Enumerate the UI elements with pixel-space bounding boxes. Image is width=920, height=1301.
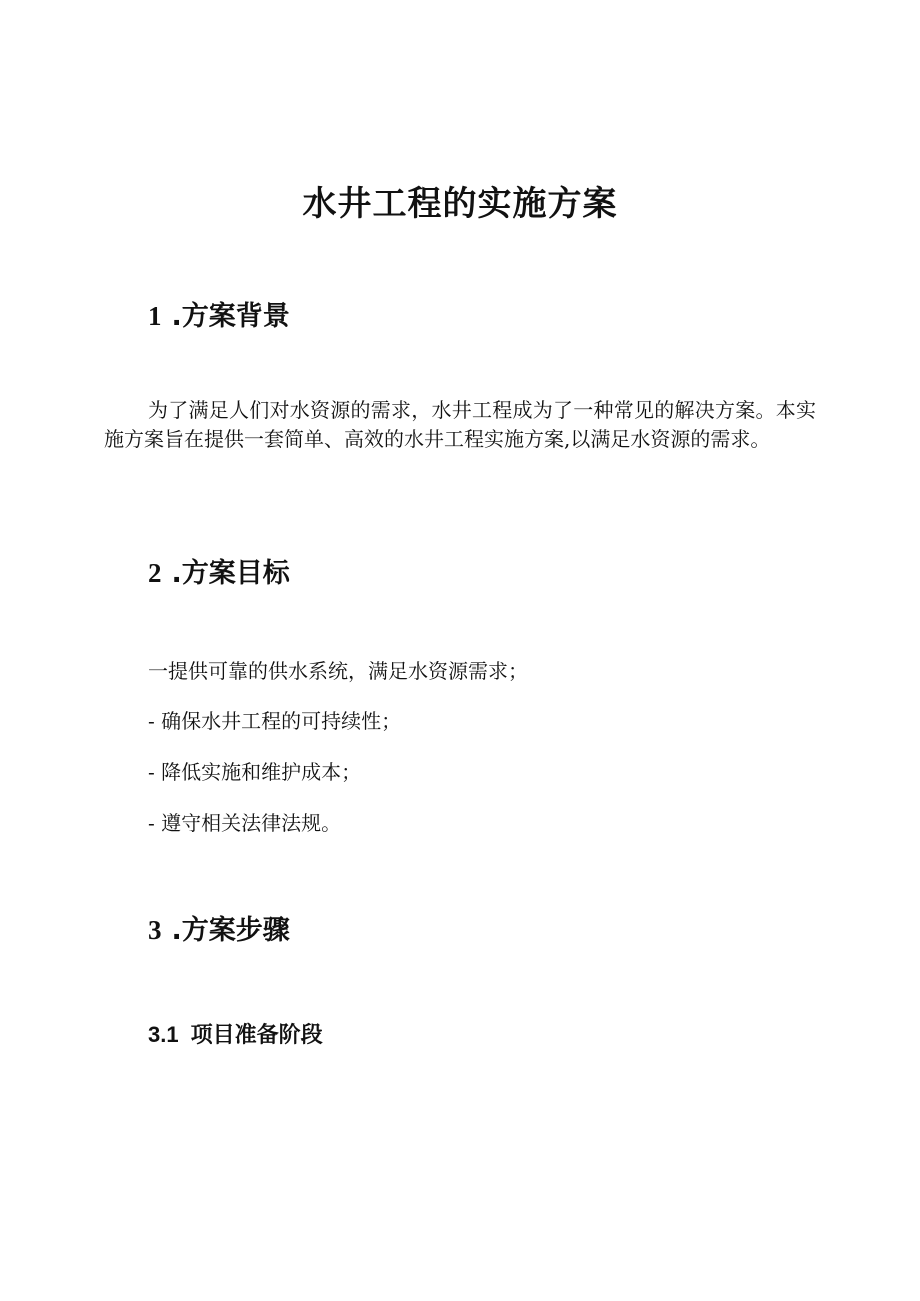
section-heading-goals [148, 551, 290, 590]
section-number: 3 [148, 915, 162, 945]
subsection-title: 项目准备阶段 [190, 1023, 323, 1048]
section-title: .方案目标 [171, 558, 290, 589]
goal-item: - 遵守相关法律法规。 [148, 811, 342, 835]
goal-item: 一提供可靠的供水系统，满足水资源需求； [148, 659, 528, 683]
section-title: .方案背景 [171, 301, 290, 332]
section-number: 1 [148, 301, 162, 331]
goal-item: - 降低实施和维护成本； [148, 760, 362, 784]
section-number: 2 [148, 558, 162, 588]
subsection-number: 3.1 [148, 1022, 179, 1047]
document-title: 水井工程的实施方案 [302, 184, 618, 224]
section-heading-steps [148, 908, 290, 947]
goal-item: - 确保水井工程的可持续性； [148, 709, 402, 733]
subsection-heading-preparation [148, 1018, 323, 1049]
section-heading-background [148, 294, 290, 333]
background-paragraph: 为了满足人们对水资源的需求，水井工程成为了一种常见的解决方案。本实施方案旨在提供一套简单、高效的水井工程实施方案,以满足水资源的需求。 [104, 398, 816, 451]
section-title: .方案步骤 [171, 915, 290, 946]
